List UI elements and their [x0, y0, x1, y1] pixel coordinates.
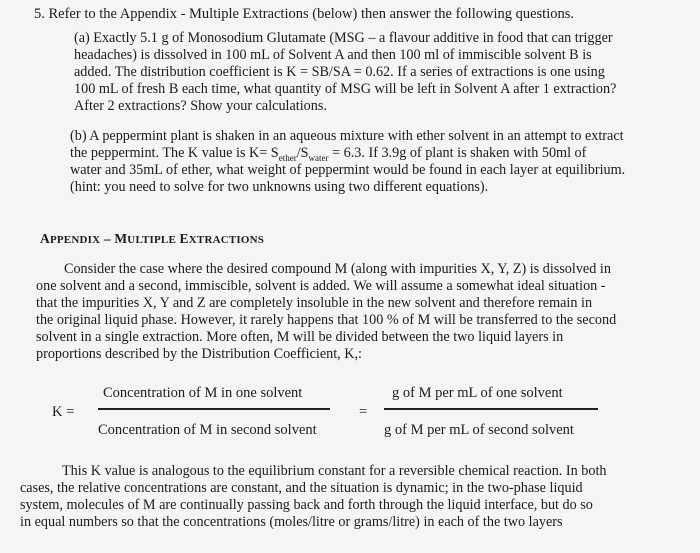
heading-part: ULTIPLE	[127, 234, 176, 246]
fraction-bar-1	[98, 408, 330, 410]
part-b-text: /S	[296, 145, 309, 161]
appendix-paragraph-line: proportions described by the Distribution Coefficient, K,:	[36, 346, 362, 362]
part-b-line: water and 35mL of ether, what weight of peppermint would be found in each layer at equilibrium.	[70, 162, 626, 178]
appendix-paragraph-line: that the impurities X, Y and Z are completely insoluble in the new solvent and therefore remain in	[36, 295, 593, 311]
k-subscript-water: water	[308, 152, 329, 163]
part-b-line: (b) A peppermint plant is shaken in an aqueous mixture with ether solvent in an attempt to extract	[70, 128, 624, 144]
part-a-line: 100 mL of fresh B each time, what quantity of MSG will be left in Solvent A after 1 extraction?	[74, 81, 617, 97]
appendix-paragraph-line: the original liquid phase. However, it rarely happens that 100 % of M will be transferred to the second	[36, 312, 617, 328]
fraction-bar-2	[384, 408, 598, 410]
part-a-line: headaches) is dissolved in 100 mL of Solvent A and then 100 ml of immiscible solvent B is	[74, 47, 592, 63]
part-b-line: (hint: you need to solve for two unknowns using two different equations).	[70, 179, 489, 195]
part-a-line: added. The distribution coefficient is K = SB/SA = 0.62. If a series of extractions is one using	[74, 64, 605, 80]
equation-equals: =	[359, 404, 368, 420]
part-b-text: = 6.3. If 3.9g of plant is shaken with 50ml of	[328, 145, 587, 161]
heading-part: E	[175, 231, 189, 246]
appendix-paragraph-line: system, molecules of M are continually passing back and forth through the liquid interface, but do so	[20, 497, 593, 513]
k-subscript-ether: ether	[278, 152, 297, 163]
part-b-text: the peppermint. The K value is K= S	[70, 145, 279, 161]
appendix-heading	[40, 230, 264, 249]
heading-part: XTRACTIONS	[188, 234, 265, 246]
question-title: 5. Refer to the Appendix - Multiple Extractions (below) then answer the following questions.	[34, 6, 575, 22]
heading-part: – M	[100, 231, 128, 246]
appendix-paragraph-line: in equal numbers so that the concentrations (moles/litre or grams/litre) in each of the two layers	[20, 514, 563, 530]
equation-denominator-2: g of M per mL of second solvent	[384, 422, 574, 438]
appendix-paragraph-line: solvent in a single extraction. More often, M will be divided between the two liquid layers in	[36, 329, 564, 345]
equation-numerator-1: Concentration of M in one solvent	[103, 385, 303, 401]
appendix-paragraph-line: one solvent and a second, immiscible, solvent is added. We will assume a somewhat ideal situation -	[36, 278, 606, 294]
part-a-line: After 2 extractions? Show your calculations.	[74, 98, 327, 114]
appendix-paragraph-line: This K value is analogous to the equilibrium constant for a reversible chemical reaction. In both	[62, 463, 607, 479]
appendix-paragraph-line: Consider the case where the desired compound M (along with impurities X, Y, Z) is dissolved in	[64, 261, 611, 277]
appendix-paragraph-line: cases, the relative concentrations are constant, and the situation is dynamic; in the two-phase liquid	[20, 480, 583, 496]
heading-part: A	[40, 231, 50, 246]
part-a-line: (a) Exactly 5.1 g of Monosodium Glutamate (MSG – a flavour additive in food that can trigger	[74, 30, 613, 46]
equation-lhs: K =	[52, 404, 75, 420]
equation-numerator-2: g of M per mL of one solvent	[392, 385, 563, 401]
equation-denominator-1: Concentration of M in second solvent	[98, 422, 317, 438]
heading-part: PPENDIX	[49, 234, 101, 246]
